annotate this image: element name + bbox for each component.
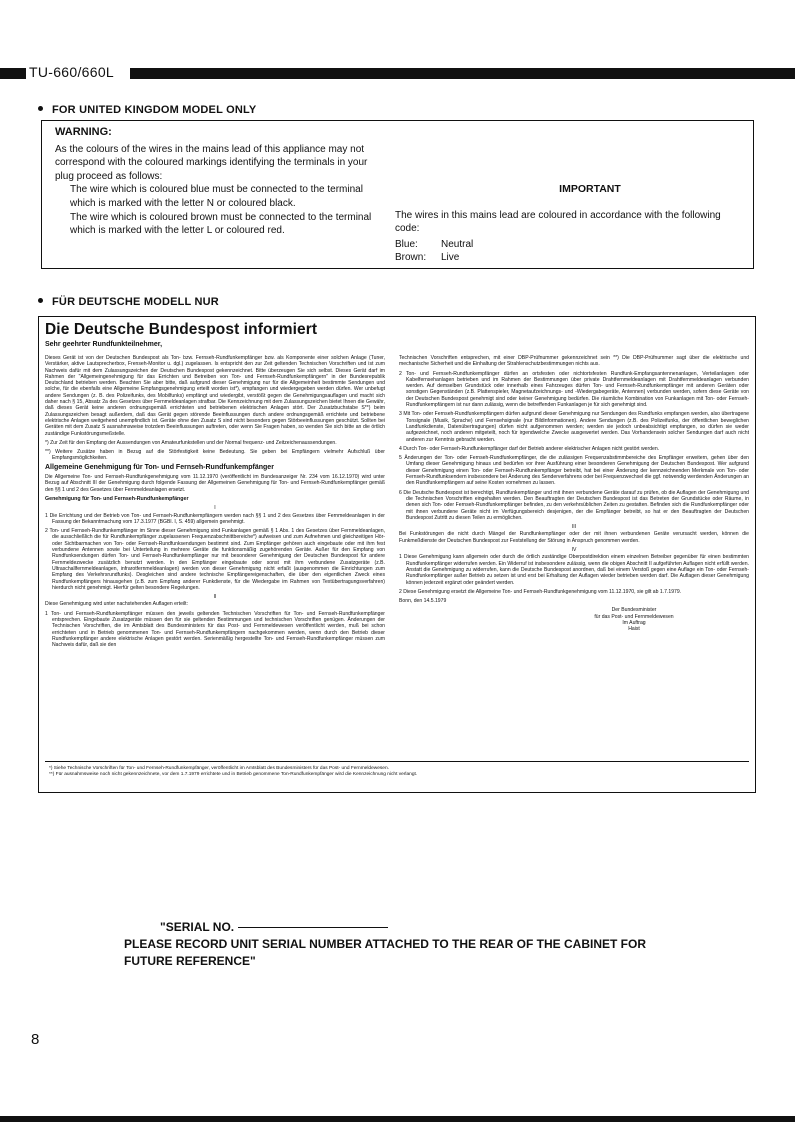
clause-text: 1 Die Errichtung und der Betrieb von Ton- und Fernseh-Rundfunkempfängern werden nach §§ 1 und 2 des Gesetzes über Fernmeldeanlagen in der Fassung der Bekanntmachung vom 17.3.1977 (BGBl. I, S. 459) allgemein genehmigt.	[45, 512, 385, 525]
code-meaning: Live	[441, 252, 460, 264]
serial-instruction: PLEASE RECORD UNIT SERIAL NUMBER ATTACHED TO THE REAR OF THE CABINET FOR FUTURE REFERENCE"	[124, 937, 647, 968]
uk-heading-text: FOR UNITED KINGDOM MODEL ONLY	[52, 104, 257, 116]
notice-note-2: **) Weitere Zusätze haben in Bezug auf die Störfestigkeit keine Bedeutung. Sie geben bei Empfängern vielmehr Aufschluß über Empfangsmöglichkeiten.	[45, 449, 385, 462]
serial-label: "SERIAL NO.	[160, 920, 235, 934]
clause-text: 3 Mit Ton- oder Fernseh-Rundfunkempfängern dürfen aufgrund dieser Genehmigung nur Sendungen des Rundfunks empfangen werden, also übertragene Tonsignale (Musik, Sprache) und Fernsehsignale (nur Bildinformationen). Andere Sendungen (z.B. des Polizeifunks, der öffentlichen beweglichen Landfunkdienste, Datenübertragungen) dürfen nicht aufgenommen werden; werden sie jedoch unbeabsichtigt empfangen, so dürfen sie weder aufgezeichnet, noch anderen mitgeteilt, noch für irgendwelche Zwecke ausgewertet werden. Das Vorhandensein solcher Sendungen darf auch nicht anderen zur Kenntnis gebracht werden.	[399, 411, 749, 443]
bottom-bar	[0, 1116, 795, 1122]
clause-text: 6 Die Deutsche Bundespost ist berechtigt, Rundfunkempfänger und mit ihnen verbundene Geräte darauf zu prüfen, ob die Auflagen der Genehmigung und die Technischen Vorschriften eingehalten werden. Den Beauftragten der Deutschen Bundespost ist das Betreten der Grundstücke oder Räume, in denen sich Ton- oder Fernseh-Rundfunkempfänger befinden, zu den verkehrsüblichen Zeiten zu gestatten. Befinden sich die Rundfunkempfänger oder mit ihnen verbundene Geräte nicht im Verfügungsbereich desjenigen, der die Empfänger betreibt, so hat er den Beauftragten der Deutschen Bundespost Zutritt zu diesen Teilen zu ermöglichen.	[399, 489, 749, 521]
footnote-divider	[45, 761, 749, 762]
signature-line: Im Auftrag	[622, 619, 646, 626]
notice-left-column	[45, 355, 385, 651]
clause-text: Diese Genehmigung wird unter nachstehenden Auflagen erteilt:	[45, 601, 189, 608]
header-bar-left	[0, 68, 26, 79]
model-name: TU-660/660L	[29, 64, 115, 80]
notice-intro: Dieses Gerät ist von der Deutschen Bundespost als Ton- bzw. Fernseh-Rundfunkempfänger bzw. als Komponente einer solchen Anlage (Tuner, Verstärker, aktive Lautsprecherbox, Frenseh-Monitor u. dgl.) zugelassen. Is entspricht den zur Zeit geltenden Technischen Vorschriften und ist zum Nachweis dafür mit dem Zulassungszeichen der Deutschen Bundespost gekennzeichnet. Bitte überzeugen Sie sich selbst. Dieses Gerät darf im Rahmen der "Allgemeingenehmigung für das Errichten und Betreiben von Ton- und Fernseh-Rundfunkempfängern" in der Bundesrepublik Deutschland betrieben werden. Beachten Sie aber bitte, daß aufgrund dieser Genehmigung nur für die Allgemeinheit bestimmte Sendungen und solche, für die ebenfalls eine Allgemeine Empfangsgenehmigung erteilt worden ist*), empfangen und wiedergegeben werden dürfen. Wer unbefugt andere Sendungen (z. B. des Polizeifunks, des Mobilfunks) empfängt und wiedergibt, verstößt gegen die Genehmigungsauflagen und macht sich daher nach § 15, Absatz 2a des Gesetzes über Fernmeldeanlagen strafbar. Die Kennzeichnung mit dem Zulassungszeichen bietet Ihnen die Gewähr, daß dieses Gerät keine anderen ordnungsgemäß errichteten und betriebenen elektrischen Anlagen stört. Der Zusatzbuchstabe S**) beim Zulassungszeichen besagt außerdem, daß das Gerät gegen störende Beeinflussungen durch andere ordnungsgemäß errichtete und betriebene elektrische Anlagen weitgehend unempfindlich ist. Geräte ohne den Zusatz S sind nicht besonders gegen Störbeeinflussungen geschützt. Sollten bei Geräten mit dem Zusatz S ausnahmsweise trotzdem Beeinflussungen auftreten, oder wenn Sie Fragen haben, so wenden Sie sich bitte an die örtlich zuständige Funkstörungsmeßstelle.	[45, 355, 385, 437]
notice-note-1: *) Zur Zeit für den Empfang der Aussendungen von Amateurfunkstellen und der Normal frequenz- und Zeitzeichenaussendungen.	[45, 439, 337, 446]
clause-text: 1 Ton- und Fernseh-Rundfunkempfänger müssen den jeweils geltenden Technischen Vorschriften für Ton- und Fernseh-Rundfunkempfänger entsprechen. Eingebaute Zusatzgeräte müssen den für sie geltenden Bestimmungen und technischen Vorschriften genügen. Änderungen der Technischen Vorschriften, die im Amtsblatt des Bundesministers für das Post- und Fernmeldewesen veröffentlicht werden, muß bei schon errichteten und in Betrieb genommenen Ton- und Fernseh-Rundfunkempfängern nachgekommen werden, wenn durch den Betrieb dieser Rundfunkempfänger andere elektrische Anlagen gestört werden. Serienmäßig hergestellte Ton- und Fernseh-Rundfunkempfänger müssen zum Nachweis dafür, daß sie den	[45, 610, 385, 649]
bundespost-notice-box	[38, 316, 756, 793]
code-row-brown	[395, 251, 745, 265]
section-intro: Die Allgemeine Ton- und Fernseh-Rundfunkgenehmigung vom 11.12.1970 (veröffentlicht im Bundesanzeiger Nr. 234 vom 16.12.1970) wird unter Bezug auf Abschnitt III der Genehmigung durch folgende Fassung der Allgemeinen Genehmigung für Ton- und Fernseh-Rundfunkempfänger gemäß den §§ 1 und 2 des Gesetzes über Fernmeldeanlagen ersetzt.	[45, 474, 385, 493]
code-colour: Blue:	[395, 238, 418, 250]
warning-panel	[55, 126, 385, 238]
place-date: Bonn, den 14.5.1979	[399, 598, 447, 605]
roman-numeral: II	[213, 594, 217, 601]
roman-numeral: IV	[571, 547, 577, 554]
uk-warning-box	[41, 120, 754, 269]
clause-text: Bei Funkstörungen die nicht durch Mängel der Rundfunkempfänger oder der mit ihnen verbundenen Geräte verursacht werden, können die Funkmeßdienste der Deutschen Bundespost zur Feststellung der Störung in Anspruch genommen werden.	[399, 531, 749, 544]
notice-title: Die Deutsche Bundespost informiert	[45, 321, 318, 338]
roman-numeral: I	[214, 505, 216, 512]
notice-salutation: Sehr geehrter Rundfunkteilnehmer,	[45, 341, 163, 348]
footnote: **) Für ausnahmsweise noch nicht gekennzeichnete, vor dem 1.7.1979 errichtete und in Betrieb genommene Ton-Rundfunkempfänger wird die Kennzeichnung nicht verlangt.	[49, 772, 418, 778]
serial-label-line	[124, 919, 684, 936]
clause-text: 4 Durch Ton- oder Fernseh-Rundfunkempfänger darf der Betrieb anderer elektrischer Anlagen nicht gestört werden.	[399, 445, 660, 452]
subsection-title: Genehmigung für Ton- und Fernseh-Rundfunkempfänger	[45, 495, 189, 502]
important-text: The wires in this mains lead are coloured in accordance with the following code:	[395, 209, 721, 235]
notice-footnotes	[49, 766, 739, 778]
footnote: *) Siehe Technische Vorschriften für Ton- und Fernseh-Rundfunkempfänger, veröffentlicht im Amtsblatt des Bundesministers für das Post- und Fernmeldewesen.	[49, 766, 389, 771]
clause-text: Technischen Vorschriften entsprechen, mit einer DBP-Prüfnummer gekennzeichnet sein **) Die DBP-Prüfnummer sagt über die elektrische und mechanische Sicherheit und die Einhaltung der Strahlenschutzbestimmungen nichts aus.	[399, 355, 749, 368]
warning-text: As the colours of the wires in the mains lead of this appliance may not correspond with the coloured markings identifying the terminals in your plug proceed as follows:	[55, 143, 368, 182]
roman-numeral: III	[571, 524, 577, 531]
clause-text: 2 Diese Genehmigung ersetzt die Allgemeine Ton- und Fernseh-Rundfunkgenehmigung vom 11.12.1970, sie gilt ab 1.7.1979.	[399, 588, 682, 595]
serial-number-notice	[124, 919, 684, 970]
clause-text: 2 Ton- und Fernseh-Rundfunkempfänger dürfen an ortsfesten oder nichtortsfesten Rundfunk-Empfangsantennenanlagen, Verteilanlagen oder Kabelfernsehanlagen betrieben und im Rahmen der Bestimmungen über private Drahtfernmeldeanlagen mit Drahtfernmeldeanlagen verbunden werden. Auf demselben Grundstück oder innerhalb eines Fahrzeuges dürfen Ton- und Fernseh-Rundfunkempfänger mit anderen Geräten oder sonstigen Gegenständen (z.B. Plattenspieler, Magnetaufzeichnungs- und -Wiedergabegeräte, Antennen) verbunden werden, sofern diese Geräte von der Deutschen Bundespost genehmigt sind oder keiner Genehmigung bedürfen. Die räumliche Kombination von Funkanlagen mit Ton- oder Fernseh-Rundfunkempfängern ist nur dann zulässig, wenn die betreffenden Funkanlagen je für sich genehmigt sind.	[399, 370, 749, 409]
de-section-heading	[38, 296, 219, 308]
signature-line: für das Post- und Fernmeldewesen	[594, 613, 674, 620]
de-heading-text: FÜR DEUTSCHE MODELL NUR	[52, 296, 219, 308]
bullet-icon	[38, 298, 43, 303]
clause-text: 2 Ton- und Fernseh-Rundfunkempfänger im Sinne dieser Genehmigung sind Funkanlagen gemäß § 1 Abs. 1 des Gesetzes über Fernmeldeanlagen, die ausschließlich die für Rundfunkempfänger zugelassenen Frequenzabschnittbereiche*) aufweisen und zum Aufnehmen und gleichzeitigen Hör- oder Sichtbarmachen von Ton- oder Fernseh-Rundfunksendungen bestimmt sind. Zum Empfänger gehören auch eingebaute oder mit ihm fest verbundene Antennen sowie bei Unterteilung in mehrere Geräte die funktionsmäßig zugehörenden Geräte. Außer für den Empfang von Rundfunksendungen dürfen Ton- und Fernseh-Rundfunkempfänger nur mit besonderer Genehmigung der Deutschen Bundespost für andere Fernmeldezwecke zusätzlich benutzt werden. In den Empfänger eingebaute oder sonst mit ihm verbundene Zusatzgeräte (z.B. Ultraschallfernmeldeanlagen, infrarotfernmeldeanlagen) werden von dieser Genehmigung nicht erfaßt (ausgenommen die Einrichtungen zum Empfang des Verkehrsrundfunks). Desgleichen sind andere technische Empfängereigenschaften, die über den eigentlichen Zweck eines Rundfunkempfängers hinausgehen (z.B. zum Empfang anderer Funkdienste, für die Wiedergabe im Rahmen von Textübertragungsverfahren) hierdurch nicht genehmigt. Hierfür gelten besondere Regelungen.	[45, 528, 385, 591]
important-title: IMPORTANT	[559, 183, 621, 195]
code-colour: Brown:	[395, 252, 427, 264]
brown-wire-rule: The wire which is coloured brown must be connected to the terminal which is marked with the letter L or coloured red.	[70, 211, 372, 237]
warning-title: WARNING:	[55, 126, 112, 138]
blue-wire-rule: The wire which is coloured blue must be connected to the terminal which is marked with the letter N or coloured black.	[70, 184, 363, 209]
important-panel	[395, 183, 745, 265]
clause-text: 5 Änderungen der Ton- oder Fernseh-Rundfunkempfänger, die die zulässigen Frequenzabstimmbereiche des Empfänger erweitern, gehen über den Umfang dieser Genehmigung hinaus und bedürfen vor ihrer Ausführung einer besonderen Genehmigung der Deutschen Bundespost. Wer aufgrund dieser Genehmigung einen Ton- oder Fernseh-Rundfunkempfänger betreibt, hat bei einer Änderung der kennzeichnenden Merkmale von Ton- oder Fernseh-Rundfunksendern insbesondere bei Änderung des Senderverfahrens oder bei Frequenzwechsel die ggf. notwendig werdenden Änderungen an den Rundfunkempfängern auf seine Kosten vornehmen zu lassen.	[399, 455, 749, 487]
bullet-icon	[38, 106, 43, 111]
code-row-blue	[395, 238, 745, 252]
code-meaning: Neutral	[441, 238, 474, 250]
signature-name: Haist	[628, 626, 640, 633]
uk-section-heading	[38, 104, 256, 116]
serial-blank-line	[238, 927, 388, 928]
notice-right-column	[399, 355, 749, 633]
signature-line: Der Bundesminister	[611, 607, 657, 614]
section-title: Allgemeine Genehmigung für Ton- und Fernseh-Rundfunkempfänger	[45, 463, 274, 471]
header-bar-right	[130, 68, 795, 79]
page-number: 8	[31, 1031, 40, 1048]
clause-text: 1 Diese Genehmigung kann allgemein oder durch die örtlich zuständige Oberpostdirektion einem einzelnen Betreiber gegenüber für einen bestimmten Rundfunkempfänger widerrufen werden. Ein Widerruf ist insbesondere zulässig, wenn die obigen Abschnitt II aufgeführten Auflagen nicht erfüllt werden. Anstatt die Genehmigung zu widerrufen, kann die Deutsche Bundespost anordnen, daß bei einem Verstoß gegen eine Auflage ein Ton- oder Fernseh-Rundfunkempfänger außer Betrieb zu setzen ist und erst bei Erhaltung der Auflagen wieder betrieben werden darf. Die Auflagen dieser Genehmigung können jederzeit ergänzt oder geändert werden.	[399, 554, 749, 586]
